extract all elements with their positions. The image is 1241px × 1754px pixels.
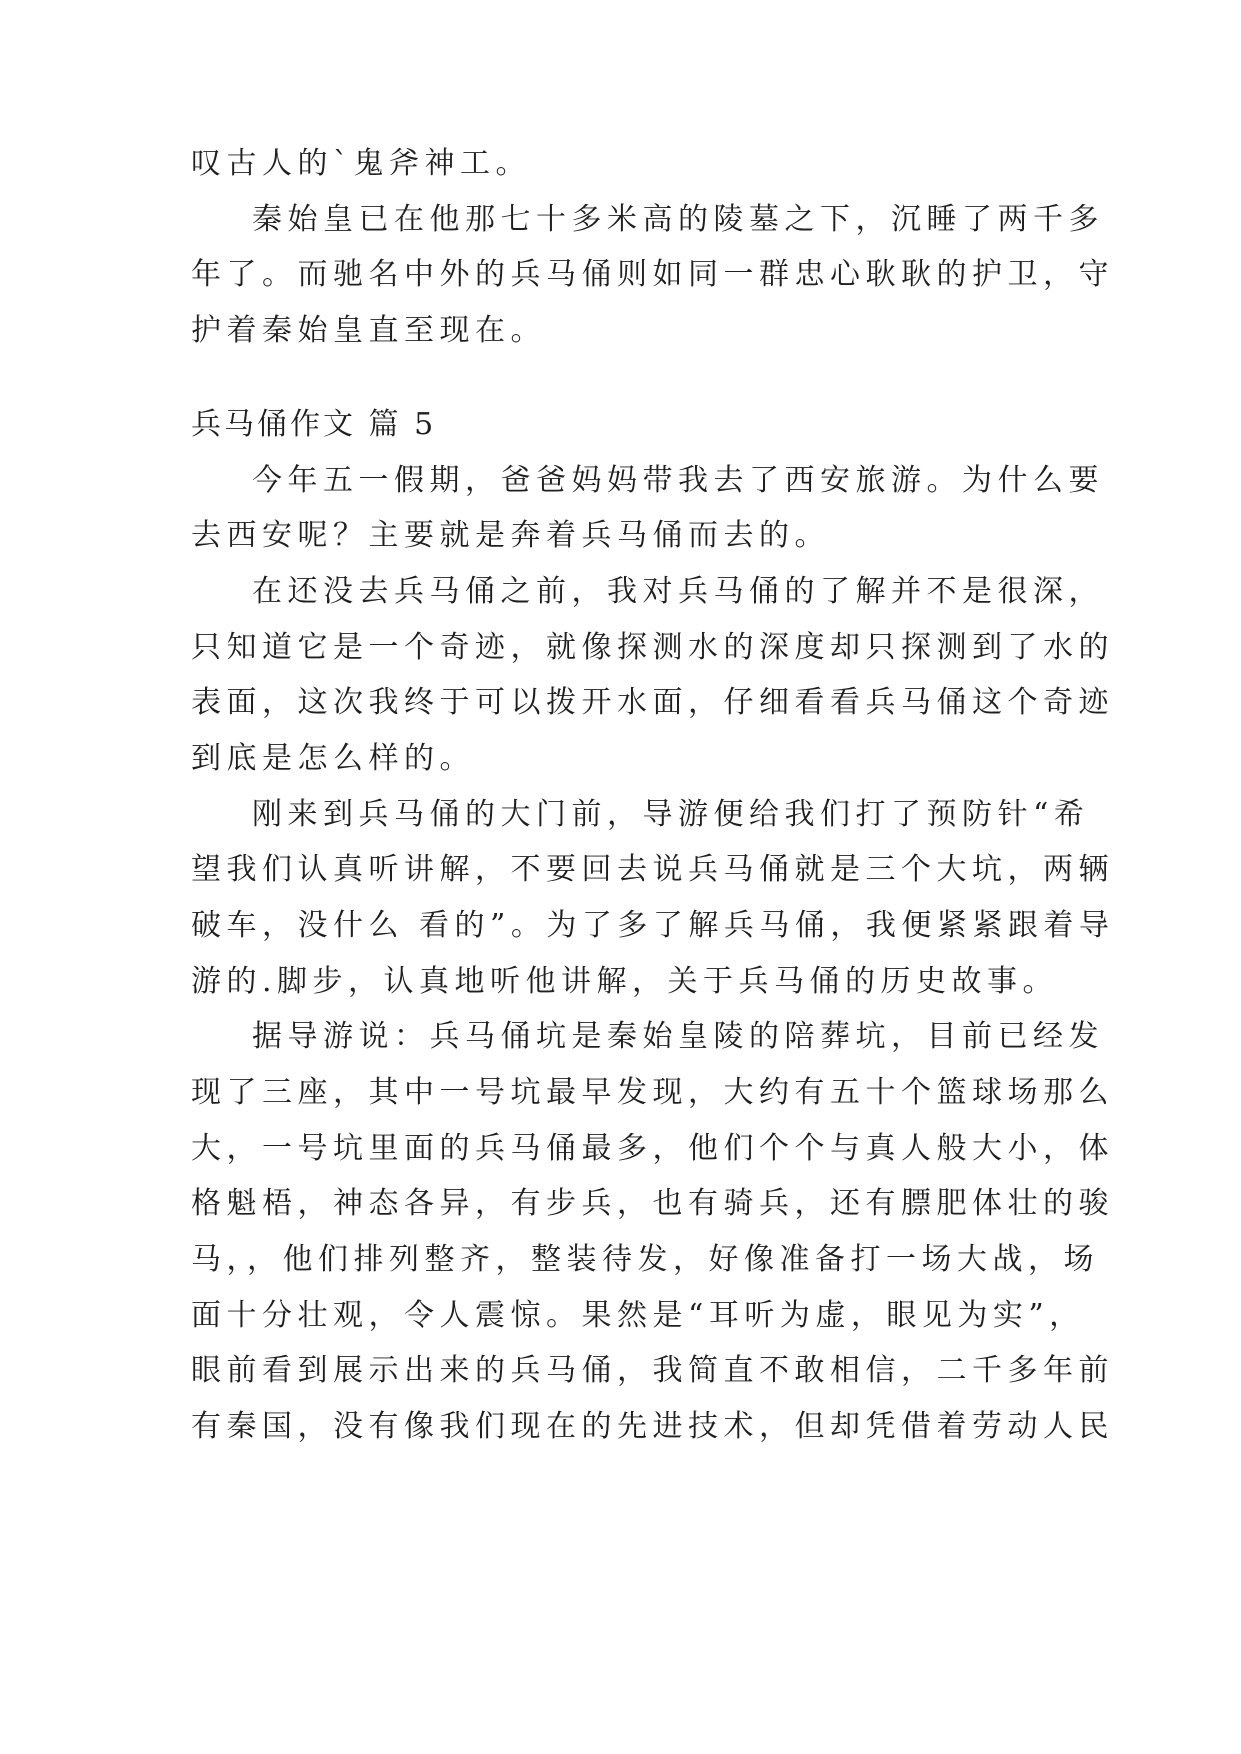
text-line: 年了。而驰名中外的兵马俑则如同一群忠心耿耿的护卫，守 — [191, 257, 1114, 292]
text-line: 到底是怎么样的。 — [191, 741, 475, 776]
text-line: 格魁梧，神态各异，有步兵，也有骑兵，还有膘肥体壮的骏 — [191, 1186, 1114, 1221]
section-heading: 兵马俑作文 篇 5 — [191, 407, 437, 442]
paragraph-first-line: 今年五一假期，爸爸妈妈带我去了西安旅游。为什么要 — [252, 463, 1104, 498]
text-line: 游的.脚步，认真地听他讲解，关于兵马俑的历史故事。 — [191, 964, 1059, 999]
paragraph-first-line: 据导游说：兵马俑坑是秦始皇陵的陪葬坑，目前已经发 — [252, 1019, 1104, 1054]
paragraph-first-line: 刚来到兵马俑的大门前，导游便给我们打了预防针“希 — [252, 797, 1090, 832]
paragraph-first-line: 秦始皇已在他那七十多米高的陵墓之下，沉睡了两千多 — [252, 202, 1104, 237]
text-line: 大，一号坑里面的兵马俑最多，他们个个与真人般大小，体 — [191, 1131, 1114, 1166]
text-line: 现了三座，其中一号坑最早发现，大约有五十个篮球场那么 — [191, 1075, 1114, 1110]
paragraph-first-line: 在还没去兵马俑之前，我对兵马俑的了解并不是很深， — [252, 574, 1104, 609]
text-line: 叹古人的`鬼斧神工。 — [191, 146, 531, 181]
text-line: 望我们认真听讲解，不要回去说兵马俑就是三个大坑，两辆 — [191, 852, 1114, 887]
text-line: 表面，这次我终于可以拨开水面，仔细看看兵马俑这个奇迹 — [191, 685, 1114, 720]
text-line: 眼前看到展示出来的兵马俑，我简直不敢相信，二千多年前 — [191, 1353, 1114, 1388]
text-line: 面十分壮观，令人震惊。果然是“耳听为虚，眼见为实”， — [191, 1298, 1085, 1333]
text-line: 去西安呢？主要就是奔着兵马俑而去的。 — [191, 518, 830, 553]
text-line: 马，，他们排列整齐，整装待发，好像准备打一场大战，场 — [191, 1242, 1099, 1277]
text-line: 有秦国，没有像我们现在的先进技术，但却凭借着劳动人民 — [191, 1409, 1114, 1444]
text-line: 护着秦始皇直至现在。 — [191, 313, 546, 348]
text-line: 只知道它是一个奇迹，就像探测水的深度却只探测到了水的 — [191, 630, 1114, 665]
text-line: 破车，没什么 看的”。为了多了解兵马俑，我便紧紧跟着导 — [191, 908, 1115, 943]
